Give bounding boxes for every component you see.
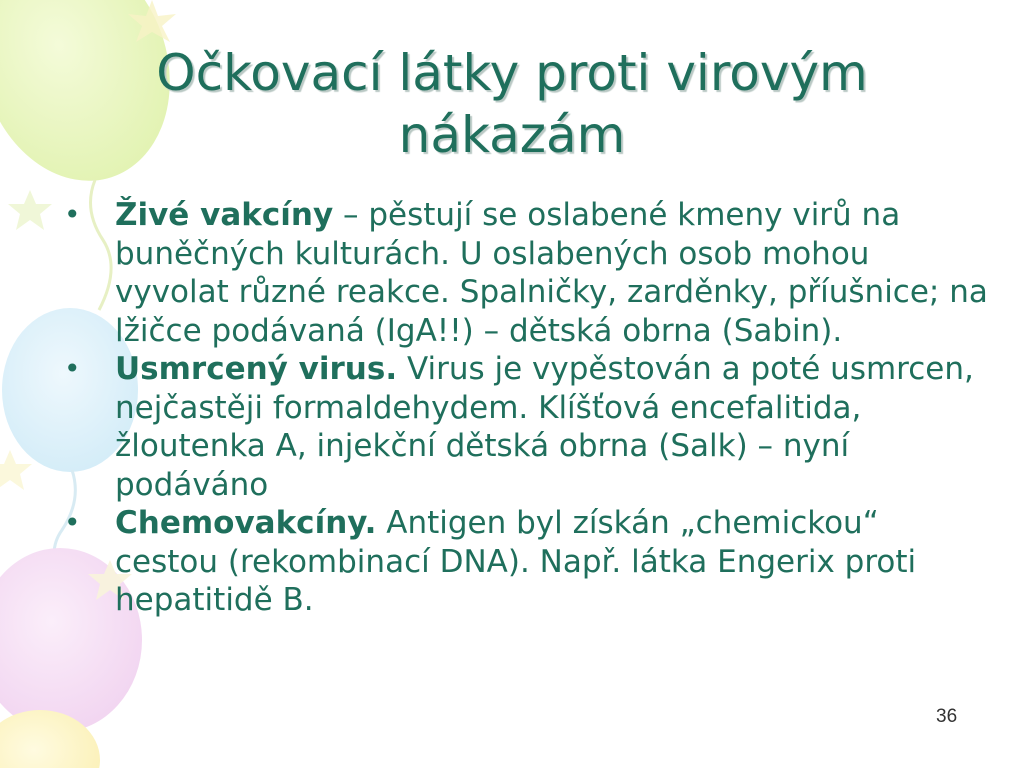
title-line-1: Očkovací látky proti virovým [156,44,868,102]
bullet-text: Virus je vypěstován a poté usmrcen, nejčastěji formaldehydem. Klíšťová encefalitida, žloutenka A, injekční dětská obrna (Salk) – nyní podáváno [115,351,974,503]
bullet-point-icon: • [64,352,81,385]
bullet-point-icon: • [64,198,81,231]
slide-title [60,42,964,166]
bullet-text: Antigen byl získán „chemickou“ cestou (rekombinací DNA). Např. látka Engerix proti hepatitidě B. [115,505,917,618]
bullet-item-killed-virus [58,350,988,504]
bullet-heading: Usmrcený virus. [115,351,398,387]
bullet-item-live-vaccines [58,196,988,350]
slide-number: 36 [936,706,958,727]
bullet-heading: Chemovakcíny. [115,505,377,541]
bullet-item-chemovaccines [58,504,988,620]
bullet-list [58,196,988,620]
title-line-2: nákazám [398,106,626,164]
bullet-point-icon: • [64,506,81,539]
bullet-text: – pěstují se oslabené kmeny virů na buněčných kulturách. U oslabených osob mohou vyvolat různé reakce. Spalničky, zarděnky, příušnice; na lžičce podávaná (IgA!!) – dětská obrna (Sabin). [115,197,988,349]
bullet-heading: Živé vakcíny [115,197,334,233]
